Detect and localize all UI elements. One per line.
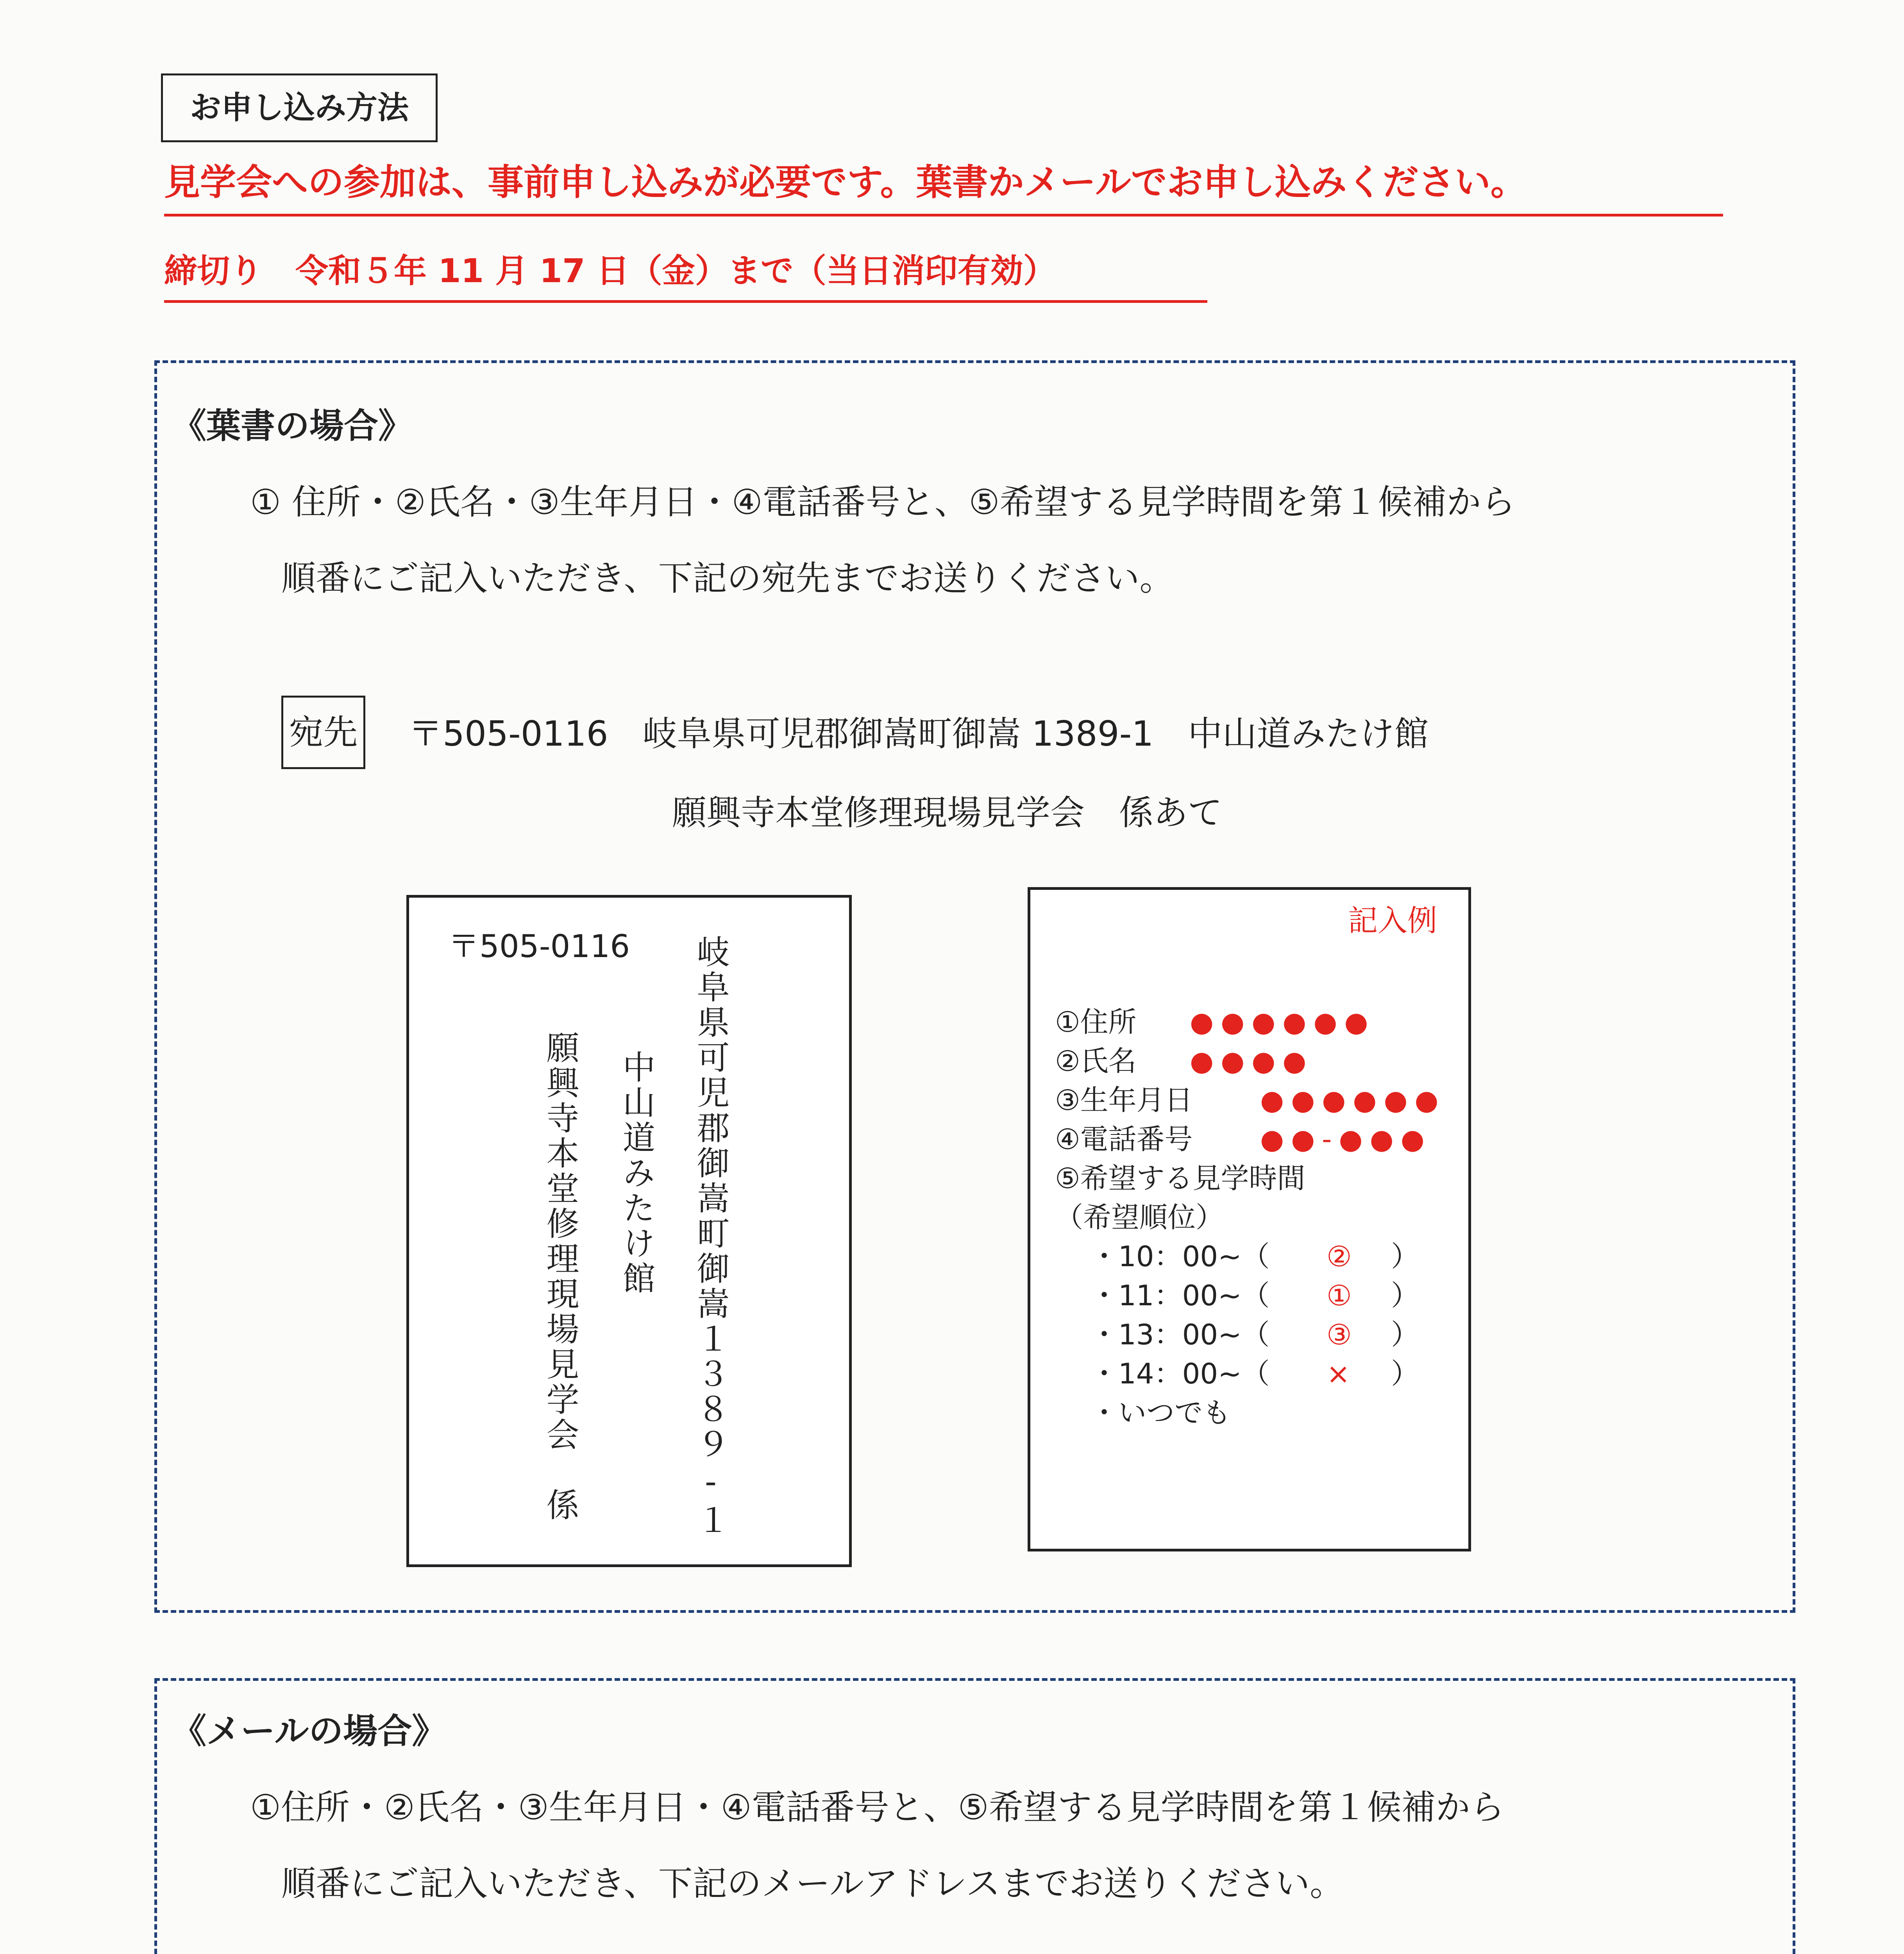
- example-close-2: ）: [1391, 1279, 1420, 1312]
- deadline-text: 締切り 令和５年 11 月 17 日（金）まで（当日消印有効）: [164, 245, 1207, 303]
- postcard-place-column: 中山道みたけ館: [617, 1050, 656, 1296]
- mail-heading: 《メールの場合》: [172, 1711, 447, 1751]
- postcard-section: [154, 360, 1795, 1613]
- postcard-illustration: [406, 895, 852, 1567]
- example-row-address: ①住所: [1055, 1006, 1137, 1038]
- example-dots-address: ●●●●●●: [1190, 1006, 1375, 1038]
- example-label: 記入例: [1348, 903, 1437, 938]
- example-close-4: ）: [1391, 1357, 1420, 1390]
- example-mark-1: ②: [1327, 1240, 1352, 1273]
- example-dots-phone: ●●-●●●: [1260, 1123, 1432, 1155]
- example-dots-name: ●●●●: [1190, 1045, 1314, 1077]
- example-time-3: ・13：00~（: [1090, 1318, 1270, 1351]
- section-title: お申し込み方法: [161, 73, 438, 142]
- destination-label: 宛先: [281, 696, 365, 769]
- postcard-department-column: 願興寺本堂修理現場見学会 係: [541, 1031, 579, 1523]
- example-anytime: ・いつでも: [1090, 1396, 1231, 1429]
- example-dots-birthdate: ●●●●●●: [1260, 1084, 1446, 1116]
- example-time-2: ・11：00~（: [1090, 1279, 1270, 1312]
- example-time-4: ・14：00~（: [1090, 1357, 1270, 1390]
- postcard-heading: 《葉書の場合》: [172, 406, 413, 446]
- example-mark-2: ①: [1327, 1279, 1352, 1312]
- example-time-1: ・10：00~（: [1090, 1240, 1270, 1273]
- mail-instruction-line1: ①住所・②氏名・③生年月日・④電話番号と、⑤希望する見学時間を第１候補から: [250, 1787, 1505, 1827]
- example-close-3: ）: [1391, 1318, 1420, 1351]
- postcard-address-line1: 〒505-0116 岐阜県可児郡御嵩町御嵩 1389-1 中山道みたけ館: [408, 714, 1429, 754]
- example-mark-3: ③: [1327, 1318, 1352, 1351]
- postcard-address-line2: 願興寺本堂修理現場見学会 係あて: [672, 793, 1223, 833]
- postcard-instruction-line1: ① 住所・②氏名・③生年月日・④電話番号と、⑤希望する見学時間を第１候補から: [250, 482, 1516, 522]
- example-row-phone: ④電話番号: [1055, 1123, 1193, 1156]
- example-row-name: ②氏名: [1055, 1045, 1137, 1077]
- example-mark-4: ×: [1327, 1357, 1350, 1390]
- example-row-birthdate: ③生年月日: [1055, 1084, 1193, 1117]
- postcard-postal-code: 〒505-0116: [448, 928, 630, 964]
- postcard-instruction-line2: 順番にご記入いただき、下記の宛先までお送りください。: [281, 558, 1174, 598]
- mail-instruction-line2: 順番にご記入いただき、下記のメールアドレスまでお送りください。: [281, 1863, 1344, 1904]
- example-close-1: ）: [1391, 1240, 1420, 1273]
- example-row-order: （希望順位）: [1055, 1201, 1224, 1234]
- notice-text: 見学会への参加は、事前申し込みが必要です。葉書かメールでお申し込みください。: [164, 153, 1723, 217]
- postcard-address-column: 岐阜県可児郡御嵩町御嵩１３８９-１: [692, 935, 730, 1538]
- example-row-time: ⑤希望する見学時間: [1055, 1162, 1305, 1195]
